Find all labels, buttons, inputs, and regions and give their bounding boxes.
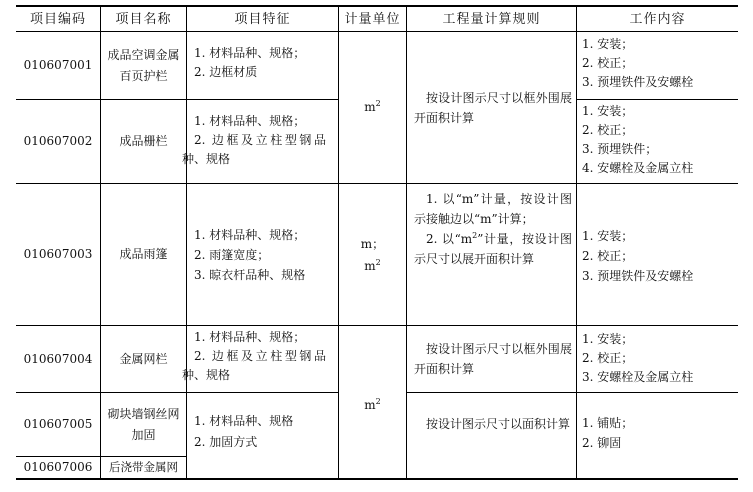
feature-line: 3. 晾衣杆品种、规格 — [194, 268, 306, 282]
table-cell-name: 成品雨篷 — [119, 247, 168, 261]
table-cell-rule: 按设计图示尺寸以框外围展开面积计算 — [414, 342, 572, 376]
feature-line: 1. 材料品种、规格； — [194, 46, 306, 60]
unit-text: m — [364, 258, 376, 273]
content-line: 3. 预埋铁件及安螺栓 — [582, 75, 694, 89]
row-rule — [406, 392, 738, 393]
header-rule: 工程量计算规则 — [442, 11, 541, 27]
content-line: 1. 安装； — [582, 332, 634, 346]
table-cell-content — [582, 226, 736, 286]
table-cell-name: 后浇带金属网 — [109, 460, 178, 474]
table-cell-unit — [339, 32, 406, 183]
content-line: 1. 安装； — [582, 229, 634, 243]
table-cell-features — [194, 411, 334, 453]
table-cell-content — [582, 413, 736, 453]
table-cell-code: 010607006 — [23, 460, 93, 474]
table-cell-features — [194, 225, 334, 285]
header-code: 项目编码 — [29, 11, 86, 27]
content-line: 1. 铺贴； — [582, 416, 634, 430]
unit-sup: 2 — [375, 99, 381, 108]
header-unit: 计量单位 — [344, 11, 401, 27]
content-line: 3. 预埋铁件； — [582, 142, 658, 156]
content-line: 1. 安装； — [582, 104, 634, 118]
table-cell-name: 金属网栏 — [119, 351, 168, 366]
table-cell-content — [582, 35, 736, 92]
header-name: 项目名称 — [115, 11, 172, 27]
content-line: 1. 安装； — [582, 37, 634, 51]
col-rule — [186, 5, 187, 480]
unit-sup: 2 — [375, 397, 381, 406]
table-cell-rule: 按设计图示尺寸以面积计算 — [426, 417, 571, 431]
table-cell-name: 成品栅栏 — [119, 134, 168, 148]
table-cell-code: 010607004 — [23, 351, 93, 366]
feature-line: 1. 材料品种、规格； — [194, 330, 306, 344]
unit-text: m — [364, 100, 376, 114]
table-cell-code: 010607002 — [23, 134, 93, 148]
table-cell-content — [582, 102, 736, 178]
content-line: 2. 校正； — [582, 249, 634, 263]
feature-line: 2. 边框及立柱型钢品种、规格 — [182, 133, 326, 166]
table-cell-name — [101, 32, 186, 99]
header-features: 项目特征 — [234, 11, 291, 27]
feature-line: 2. 边框及立柱型钢品种、规格 — [182, 349, 326, 382]
feature-line: 1. 材料品种、规格； — [194, 228, 306, 242]
rule-sup: 2 — [472, 231, 478, 240]
bottom-border — [16, 478, 738, 480]
content-line: 2. 铆固 — [582, 436, 622, 450]
feature-line: 2. 雨篷宽度； — [194, 248, 270, 262]
table-cell-features — [182, 112, 334, 169]
content-line: 2. 校正； — [582, 56, 634, 70]
content-line: 2. 校正； — [582, 123, 634, 137]
header-content: 工作内容 — [629, 11, 686, 27]
table-cell-code: 010607005 — [23, 417, 93, 431]
feature-line: 1. 材料品种、规格 — [194, 414, 294, 428]
table-cell-code: 010607001 — [23, 58, 93, 72]
content-line: 2. 校正； — [582, 351, 634, 365]
item-name: 砌块墙钢丝网加固 — [107, 406, 180, 442]
table-cell-rule — [414, 189, 572, 269]
col-rule — [406, 5, 407, 480]
unit-text: m — [364, 398, 376, 412]
rule-text: ”计量，按设计图示尺寸以展开面积计算 — [414, 232, 572, 266]
table-cell-features — [194, 44, 334, 82]
row-rule — [576, 99, 738, 100]
table-cell-unit — [339, 184, 406, 325]
table-cell-features — [182, 328, 334, 385]
item-name: 成品空调金属百页护栏 — [107, 47, 180, 83]
table-cell-content — [582, 330, 736, 387]
table-cell-name — [101, 393, 186, 456]
col-rule — [576, 5, 577, 480]
table-cell-unit — [339, 326, 406, 478]
feature-line: 1. 材料品种、规格； — [194, 114, 306, 128]
rule-paragraph: 1. 以“m”计量，按设计图示接触边以“m”计算； — [414, 192, 572, 226]
content-line: 4. 安螺栓及金属立柱 — [582, 161, 694, 175]
unit-sup: 2 — [375, 257, 381, 267]
rule-text: 2. 以“m — [426, 232, 473, 246]
feature-line: 2. 边框材质 — [194, 65, 258, 79]
table-cell-code: 010607003 — [23, 247, 93, 261]
feature-line: 2. 加固方式 — [194, 435, 258, 449]
rule-paragraph — [414, 229, 572, 269]
content-line: 3. 安螺栓及金属立柱 — [582, 370, 694, 384]
unit-text: m； — [360, 236, 385, 251]
table-cell-rule: 按设计图示尺寸以框外围展开面积计算 — [414, 91, 572, 125]
content-line: 3. 预埋铁件及安螺栓 — [582, 269, 694, 283]
